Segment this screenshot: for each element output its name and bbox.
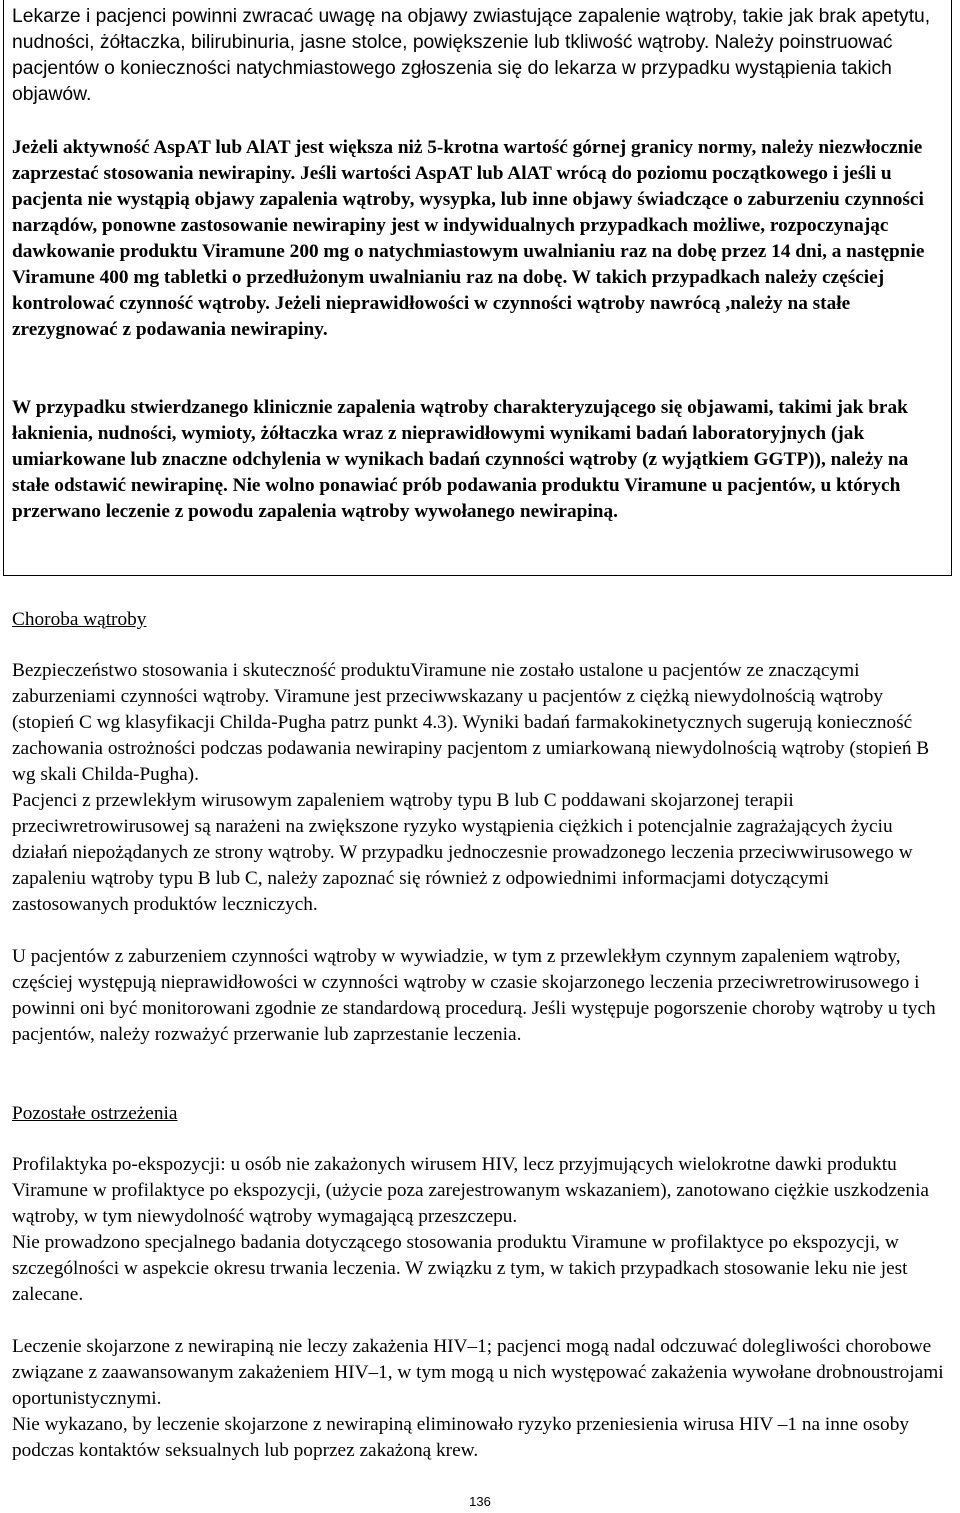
- paragraph-no-study: Nie prowadzono specjalnego badania dotyczącego stosowania produktu Viramune w profilaktyce po ekspozycji, w szczególności w aspekcie okresu trwania leczenia. W związku z tym, w takich przypadkach stosowanie leku nie jest zalecane.: [12, 1232, 908, 1305]
- paragraph-transmission-risk: Nie wykazano, by leczenie skojarzone z newirapiną eliminowało ryzyko przeniesienia wirusa HIV –1 na inne osoby podczas kontaktów seksualnych lub poprzez zakażoną krew.: [12, 1414, 909, 1461]
- box-paragraph-symptoms: Lekarze i pacjenci powinni zwracać uwagę na objawy zwiastujące zapalenie wątroby, takie jak brak apetytu, nudności, żółtaczka, bilirubinuria, jasne stolce, powiększenie lub tkliwość wątroby. Należy poinstruować pacjentów o konieczności natychmiastowego zgłoszenia się do lekarza w przypadku wystąpienia takich objawów.: [12, 6, 931, 105]
- paragraph-safety-efficacy: Bezpieczeństwo stosowania i skuteczność produktuViramune nie zostało ustalone u pacjentów ze znaczącymi zaburzeniami czynności wątroby. Viramune jest przeciwwskazany u pacjentów z ciężką niewydolnością wątroby (stopień C wg klasyfikacji Childa-Pugha patrz punkt 4.3). Wyniki badań farmakokinetycznych sugerują konieczność zachowania ostrożności podczas podawania newirapiny pacjentom z umiarkowaną niewydolnością wątroby (stopień B wg skali Childa-Pugha).: [12, 660, 930, 785]
- paragraph-combination-therapy: Leczenie skojarzone z newirapiną nie leczy zakażenia HIV–1; pacjenci mogą nadal odczuwać dolegliwości chorobowe związane z zaawansowanym zakażeniem HIV–1, w tym mogą u nich występować zakażenia wywołane drobnoustrojami oportunistycznymi.: [12, 1336, 944, 1409]
- heading-liver-disease: Choroba wątroby: [12, 609, 147, 630]
- paragraph-liver-dysfunction-history: U pacjentów z zaburzeniem czynności wątroby w wywiadzie, w tym z przewlekłym czynnym zapaleniem wątroby, częściej występują nieprawidłowości w czynności wątroby w czasie skojarzonego leczenia przeciwretrowirusowego i powinni oni być monitorowani zgodnie ze standardową procedurą. Jeśli występuje pogorszenie choroby wątroby u tych pacjentów, należy rozważyć przerwanie lub zaprzestanie leczenia.: [12, 946, 936, 1045]
- heading-other-warnings: Pozostałe ostrzeżenia: [12, 1103, 178, 1124]
- page-number: 136: [469, 1494, 491, 1509]
- box-paragraph-clinical-hepatitis: W przypadku stwierdzanego klinicznie zapalenia wątroby charakteryzującego się objawami, takimi jak brak łaknienia, nudności, wymioty, żółtaczka wraz z nieprawidłowymi wynikami badań laboratoryjnych (jak umiarkowane lub znaczne odchylenia w wynikach badań czynności wątroby (z wyjątkiem GGTP)), należy na stałe odstawić newirapinę. Nie wolno ponawiać prób podawania produktu Viramune u pacjentów, u których przerwano leczenie z powodu zapalenia wątroby wywołanego newirapiną.: [12, 397, 909, 522]
- paragraph-chronic-hepatitis: Pacjenci z przewlekłym wirusowym zapaleniem wątroby typu B lub C poddawani skojarzonej terapii przeciwretrowirusowej są narażeni na zwiększone ryzyko wystąpienia ciężkich i potencjalnie zagrażających życiu działań niepożądanych ze strony wątroby. W przypadku jednoczesnie prowadzonego leczenia przeciwwirusowego w zapaleniu wątroby typu B lub C, należy zapoznać się również z odpowiednimi informacjami dotyczącymi zastosowanych produktów leczniczych.: [12, 790, 913, 915]
- box-paragraph-aspat-alat: Jeżeli aktywność AspAT lub AlAT jest większa niż 5-krotna wartość górnej granicy normy, należy niezwłocznie zaprzestać stosowania newirapiny. Jeśli wartości AspAT lub AlAT wrócą do poziomu początkowego i jeśli u pacjenta nie wystąpią objawy zapalenia wątroby, wysypka, lub inne objawy świadczące o zaburzeniu czynności narządów, ponowne zastosowanie newirapiny jest w indywidualnych przypadkach możliwe, rozpoczynając dawkowanie produktu Viramune 200 mg o natychmiastowym uwalnianiu raz na dobę przez 14 dni, a następnie Viramune 400 mg tabletki o przedłużonym uwalnianiu raz na dobę. W takich przypadkach należy częściej kontrolować czynność wątroby. Jeżeli nieprawidłowości w czynności wątroby nawrócą ,należy na stałe zrezygnować z podawania newirapiny.: [12, 137, 925, 340]
- paragraph-post-exposure: Profilaktyka po-ekspozycji: u osób nie zakażonych wirusem HIV, lecz przyjmujących wielokrotne dawki produktu Viramune w profilaktyce po ekspozycji, (użycie poza zarejestrowanym wskazaniem), zanotowano ciężkie uszkodzenia wątroby, w tym niewydolność wątroby wymagającą przeszczepu.: [12, 1154, 929, 1227]
